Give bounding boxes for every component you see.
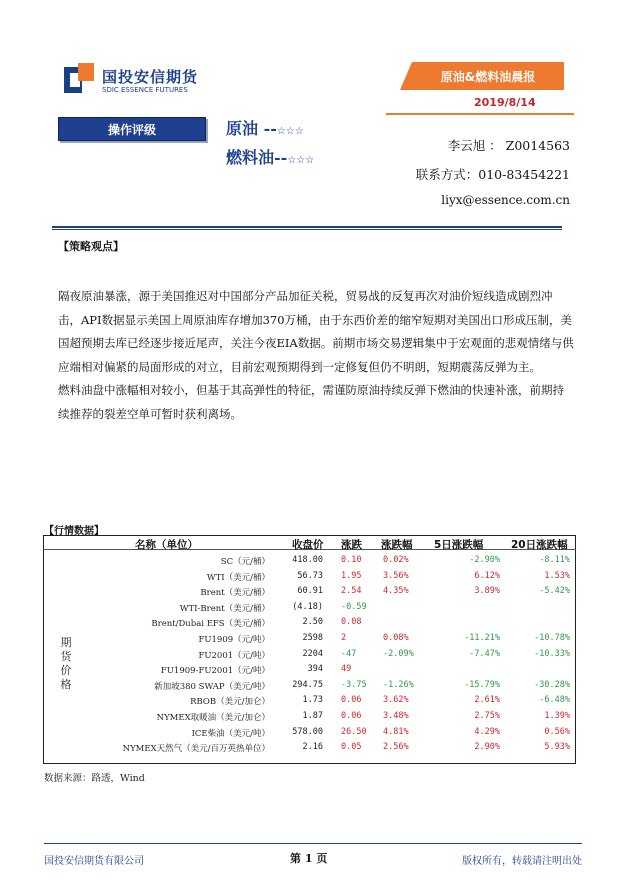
- row-5d-change: -15.79%: [464, 679, 500, 690]
- row-20d-change: -5.42%: [539, 586, 570, 597]
- company-logo: [64, 63, 214, 103]
- logo-company-name-en: SDIC ESSENCE FUTURES: [102, 86, 188, 94]
- logo-mark-icon: [64, 63, 94, 95]
- section-divider-thin: [52, 229, 562, 230]
- row-name: WTI（美元/桶）: [206, 572, 270, 583]
- futures-price-side-label: 期货价格: [60, 636, 72, 691]
- strategy-heading: 【策略观点】: [58, 240, 124, 253]
- row-change-pct: 4.35%: [383, 586, 409, 597]
- row-change-pct: -2.09%: [383, 648, 414, 659]
- analyst-name: 李云旭 ： Z0014563: [447, 138, 570, 153]
- row-close-price: 2.50: [302, 617, 323, 628]
- row-change-pct: 3.56%: [383, 570, 409, 581]
- footer-company: 国投安信期货有限公司: [44, 856, 144, 867]
- report-tag-edge: [400, 62, 412, 90]
- row-close-price: 2598: [302, 633, 323, 643]
- row-20d-change: -8.11%: [539, 555, 570, 565]
- row-20d-change: -10.78%: [534, 633, 570, 643]
- rating-crude-oil: [226, 116, 304, 139]
- row-close-price: 1.73: [302, 695, 323, 706]
- rating-product: 原油: [226, 119, 259, 138]
- rating-dash: --: [258, 119, 277, 138]
- data-source: 数据来源：路透，Wind: [44, 773, 145, 784]
- star-rating-icon: ☆☆☆: [287, 155, 315, 166]
- row-name: ICE柴油（美元/吨）: [191, 728, 270, 739]
- rating-product: 燃料油: [226, 148, 275, 167]
- column-header-pct: 涨跌幅: [381, 539, 413, 551]
- rating-dash: --: [274, 148, 288, 167]
- row-20d-change: 5.93%: [544, 742, 570, 753]
- row-close-price: 418.00: [292, 555, 323, 565]
- rating-label: 操作评级: [58, 117, 206, 141]
- row-close-price: 60.91: [297, 586, 323, 597]
- column-header-5d: 5日涨跌幅: [434, 539, 484, 551]
- row-20d-change: -30.28%: [534, 679, 570, 690]
- row-close-price: 394: [307, 664, 323, 675]
- footer-copyright: 版权所有，转载请注明出处: [462, 856, 582, 867]
- row-5d-change: 2.75%: [474, 711, 500, 721]
- strategy-body: [58, 285, 574, 426]
- column-header-close: 收盘价: [292, 539, 324, 551]
- row-change: 0.06: [341, 695, 362, 706]
- section-divider: [52, 226, 562, 228]
- row-change: -3.75: [341, 679, 367, 690]
- row-name: NYMEX天然气（美元/百万英热单位）: [122, 744, 270, 755]
- footer-divider: [44, 843, 582, 844]
- report-title-tag: 原油&燃料油晨报: [412, 62, 564, 90]
- row-20d-change: 1.39%: [544, 711, 570, 721]
- row-5d-change: -7.47%: [469, 648, 500, 659]
- row-name: WTI-Brent（美元/桶）: [179, 603, 270, 614]
- row-change: 2: [341, 633, 347, 643]
- row-close-price: 56.73: [297, 570, 323, 581]
- row-5d-change: -2.90%: [469, 555, 500, 565]
- row-change: 49: [341, 664, 352, 675]
- row-20d-change: -10.33%: [534, 648, 570, 659]
- row-close-price: 578.00: [292, 726, 323, 737]
- row-5d-change: 2.90%: [474, 742, 500, 753]
- row-change-pct: -1.26%: [383, 679, 414, 690]
- row-close-price: 2.16: [302, 742, 323, 753]
- row-change: 0.06: [341, 711, 362, 721]
- row-change-pct: 3.48%: [383, 711, 409, 721]
- row-close-price: (4.18): [292, 601, 323, 612]
- report-date: 2019/8/14: [474, 96, 536, 109]
- row-change: 0.05: [341, 742, 362, 753]
- table-title: 【行情数据】: [44, 526, 104, 537]
- row-change: 2.54: [341, 586, 362, 597]
- row-20d-change: 1.53%: [544, 570, 570, 581]
- row-name: 新加坡380 SWAP（美元/吨）: [154, 681, 270, 692]
- row-name: SC（元/桶）: [220, 557, 270, 567]
- contact-email[interactable]: liyx@essence.com.cn: [441, 193, 570, 207]
- row-name: NYMEX取暖油（美元/加仑）: [156, 713, 270, 723]
- row-change: 0.10: [341, 555, 362, 565]
- row-close-price: 2204: [302, 648, 323, 659]
- row-change: -47: [341, 648, 357, 659]
- row-20d-change: -6.48%: [539, 695, 570, 706]
- row-change-pct: 0.02%: [383, 555, 409, 565]
- row-5d-change: 2.61%: [474, 695, 500, 706]
- row-change-pct: 3.62%: [383, 695, 409, 706]
- row-change-pct: 0.08%: [383, 633, 409, 643]
- row-change: 1.95: [341, 570, 362, 581]
- row-name: FU2001（元/吨）: [198, 650, 270, 661]
- row-name: Brent（美元/桶）: [200, 588, 270, 599]
- logo-company-name: 国投安信期货: [102, 68, 199, 86]
- row-change-pct: 2.56%: [383, 742, 409, 753]
- row-5d-change: 3.89%: [474, 586, 500, 597]
- row-20d-change: 0.56%: [544, 726, 570, 737]
- contact-phone: 联系方式：010-83454221: [415, 167, 570, 182]
- rating-fuel-oil: [226, 145, 314, 168]
- column-header-20d: 20日涨跌幅: [511, 539, 568, 551]
- header-divider: [386, 113, 574, 115]
- row-change: 0.08: [341, 617, 362, 628]
- page-number: 第 1 页: [290, 852, 328, 865]
- row-change-pct: 4.81%: [383, 726, 409, 737]
- star-rating-icon: ☆☆☆: [276, 126, 304, 137]
- column-header-name: 名称（单位）: [135, 539, 198, 551]
- row-5d-change: 6.12%: [474, 570, 500, 581]
- row-name: FU1909-FU2001（元/吨）: [160, 666, 270, 677]
- row-close-price: 1.87: [302, 711, 323, 721]
- column-header-change: 涨跌: [341, 539, 362, 551]
- strategy-paragraph: 燃料油盘中涨幅相对较小，但基于其高弹性的特征，需谨防原油持续反弹下燃油的快速补涨，前期持续推荐的裂差空单可暂时获利离场。: [58, 383, 564, 421]
- row-change: -0.59: [341, 601, 367, 612]
- row-5d-change: 4.29%: [474, 726, 500, 737]
- row-name: FU1909（元/吨）: [198, 635, 270, 645]
- row-close-price: 294.75: [292, 679, 323, 690]
- strategy-paragraph: 隔夜原油暴涨，源于美国推迟对中国部分产品加征关税，贸易战的反复再次对油价短线造成剧烈冲击，API数据显示美国上周原油库存增加370万桶，由于东西价差的缩窄短期对美国出口形成压制，美国超预期去库已经逐步接近尾声，关注今夜EIA数据。前期市场交易逻辑集中于宏观面的悲观情绪与供应端相对偏紧的局面形成的对立，目前宏观预期得到一定修复但仍不明朗，短期震荡反弹为主。: [58, 289, 574, 374]
- row-name: RBOB（美元/加仑）: [190, 697, 270, 708]
- row-name: Brent/Dubai EFS（美元/桶）: [151, 619, 270, 630]
- row-change: 26.50: [341, 726, 367, 737]
- row-5d-change: -11.21%: [464, 633, 500, 643]
